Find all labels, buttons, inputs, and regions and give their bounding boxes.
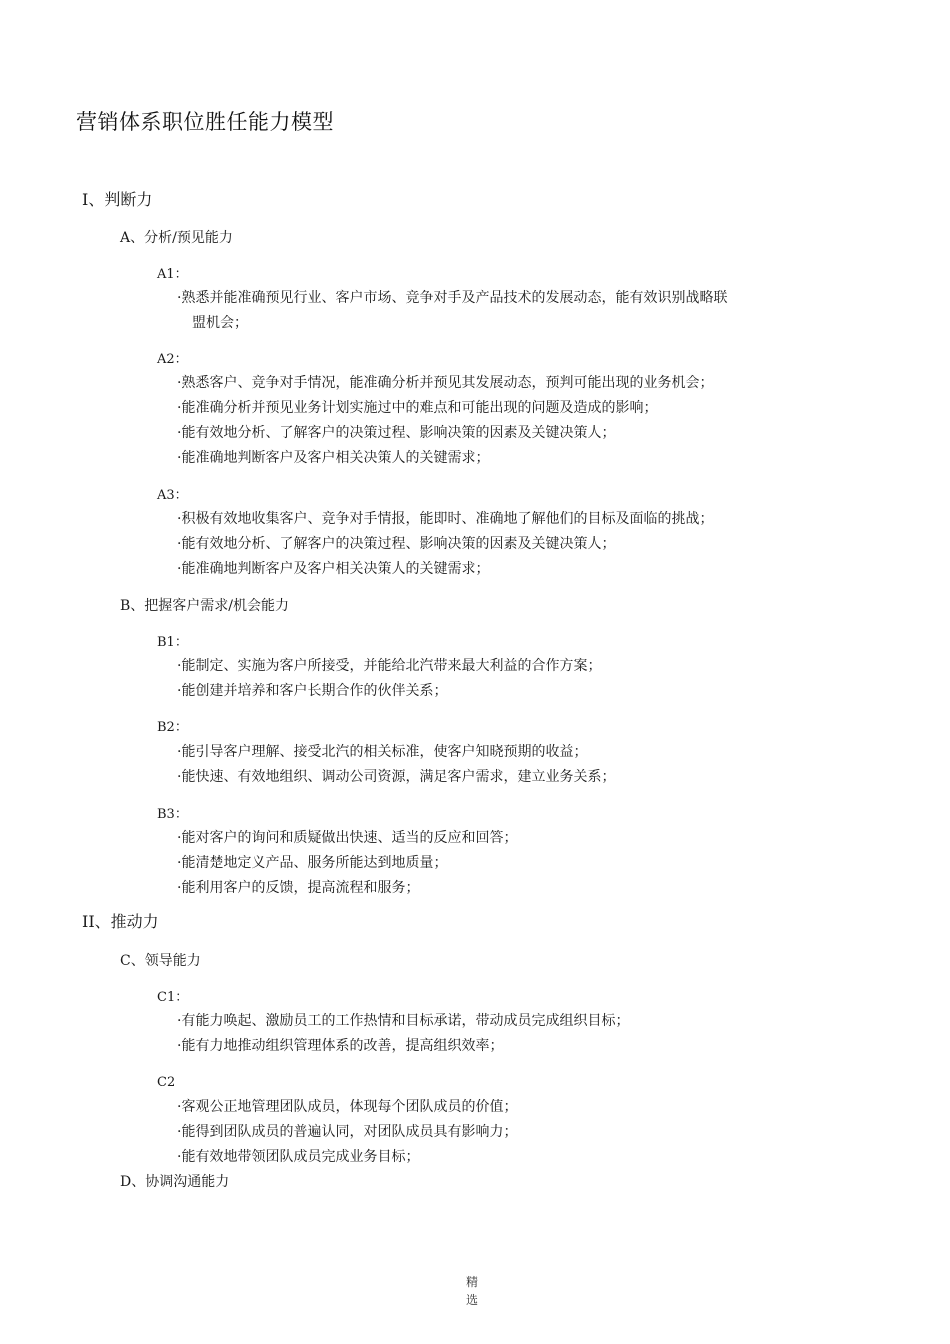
list-item: ·能准确地判断客户及客户相关决策人的关键需求；: [177, 450, 490, 466]
section-heading-judgment: I、判断力: [82, 190, 153, 209]
level-label-b2: B2：: [157, 720, 188, 735]
list-item: ·熟悉客户、竞争对手情况，能准确分析并预见其发展动态，预判可能出现的业务机会；: [177, 375, 714, 391]
level-label-b3: B3：: [157, 807, 188, 822]
list-item: ·能对客户的询问和质疑做出快速、适当的反应和回答；: [177, 830, 518, 846]
list-item: ·能有效地分析、了解客户的决策过程、影响决策的因素及关键决策人；: [177, 536, 616, 552]
list-item: ·能快速、有效地组织、调动公司资源，满足客户需求，建立业务关系；: [177, 769, 616, 785]
subsection-heading-a: A、分析/预见能力: [120, 230, 233, 246]
list-item: ·能准确地判断客户及客户相关决策人的关键需求；: [177, 561, 490, 577]
footer-mark-line1: 精: [466, 1275, 479, 1289]
list-item: ·能清楚地定义产品、服务所能达到地质量；: [177, 855, 448, 871]
list-item: ·能得到团队成员的普遍认同，对团队成员具有影响力；: [177, 1124, 518, 1140]
list-item: ·能有效地分析、了解客户的决策过程、影响决策的因素及关键决策人；: [177, 425, 616, 441]
level-label-c2: C2: [157, 1075, 176, 1090]
level-label-a1: A1：: [157, 267, 188, 282]
list-item: ·积极有效地收集客户、竞争对手情报，能即时、准确地了解他们的目标及面临的挑战；: [177, 511, 714, 527]
subsection-heading-b: B、把握客户需求/机会能力: [120, 598, 290, 614]
subsection-heading-c: C、领导能力: [120, 953, 201, 969]
list-item-continuation: 盟机会；: [192, 315, 248, 331]
level-label-a2: A2：: [157, 352, 188, 367]
list-item: ·能引导客户理解、接受北汽的相关标准，使客户知晓预期的收益；: [177, 744, 588, 760]
list-item: ·能制定、实施为客户所接受，并能给北汽带来最大利益的合作方案；: [177, 658, 602, 674]
page-title: 营销体系职位胜任能力模型: [76, 110, 334, 134]
level-label-c1: C1：: [157, 990, 189, 1005]
footer-mark-line2: 选: [466, 1293, 479, 1307]
level-label-b1: B1：: [157, 635, 188, 650]
section-heading-drive: II、推动力: [82, 912, 159, 931]
list-item: ·能准确分析并预见业务计划实施过中的难点和可能出现的问题及造成的影响；: [177, 400, 658, 416]
list-item: ·客观公正地管理团队成员，体现每个团队成员的价值；: [177, 1099, 518, 1115]
list-item: ·能有力地推动组织管理体系的改善，提高组织效率；: [177, 1038, 504, 1054]
list-item: ·能利用客户的反馈，提高流程和服务；: [177, 880, 420, 896]
list-item: ·熟悉并能准确预见行业、客户市场、竞争对手及产品技术的发展动态，能有效识别战略联: [177, 290, 728, 306]
list-item: ·能有效地带领团队成员完成业务目标；: [177, 1149, 420, 1165]
list-item: ·能创建并培养和客户长期合作的伙伴关系；: [177, 683, 448, 699]
list-item: ·有能力唤起、激励员工的工作热情和目标承诺，带动成员完成组织目标；: [177, 1013, 630, 1029]
level-label-a3: A3：: [157, 488, 188, 503]
subsection-heading-d: D、协调沟通能力: [120, 1174, 230, 1190]
